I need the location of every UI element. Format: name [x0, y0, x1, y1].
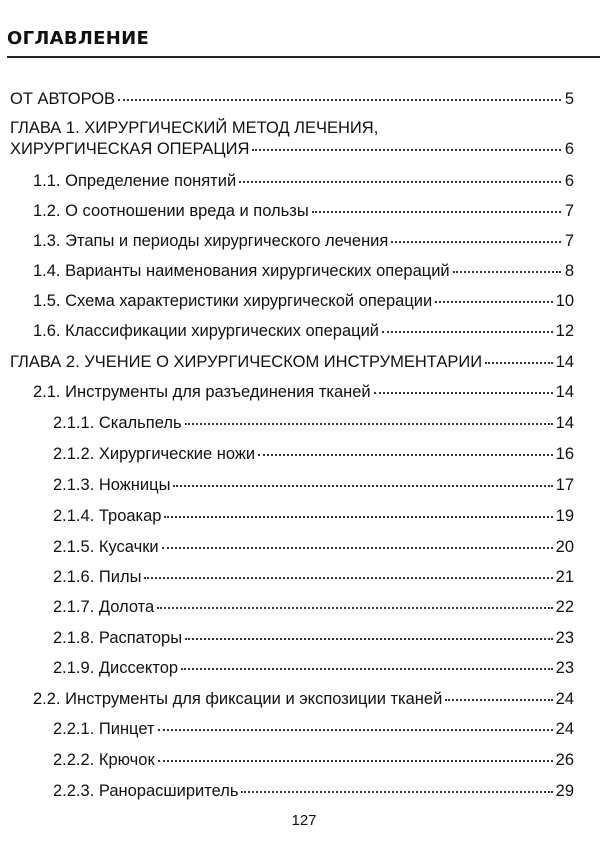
- toc-entry-label: 2.1.9. Диссектор: [53, 659, 179, 677]
- toc-entry-page: 7: [564, 232, 574, 250]
- toc-dot-leader: [382, 330, 553, 333]
- toc-entry-page: 14: [555, 414, 574, 432]
- toc-entry-page: 29: [555, 782, 574, 800]
- toc-entry-1-3[interactable]: [33, 231, 574, 252]
- toc-entry-label: 2.1.1. Скальпель: [53, 414, 182, 432]
- title-rule: [7, 56, 600, 58]
- toc-entry-2-1-6[interactable]: [53, 567, 574, 588]
- toc-entry-page: 17: [555, 476, 574, 494]
- toc-entry-label: 1.1. Определение понятий: [33, 172, 237, 190]
- toc-entry-page: 6: [564, 140, 574, 158]
- toc-entry-2-1-4[interactable]: [53, 506, 574, 527]
- toc-entry-page: 7: [564, 202, 574, 220]
- toc-entry-label: 2.2.3. Ранорасширитель: [53, 782, 239, 800]
- toc-entry-page: 14: [555, 353, 574, 371]
- toc-section-2-2[interactable]: [33, 689, 574, 710]
- toc-entry-2-1-1[interactable]: [53, 413, 574, 434]
- toc-dot-leader: [173, 484, 552, 487]
- toc-entry-label: ХИРУРГИЧЕСКАЯ ОПЕРАЦИЯ: [10, 140, 250, 158]
- toc-entry-page: 16: [555, 445, 574, 463]
- toc-dot-leader: [241, 790, 552, 793]
- toc-entry-1-4[interactable]: [33, 261, 574, 282]
- toc-entry-page: 19: [555, 507, 574, 525]
- toc-chapter-1-title-line1[interactable]: ГЛАВА 1. ХИРУРГИЧЕСКИЙ МЕТОД ЛЕЧЕНИЯ,: [10, 119, 379, 137]
- toc-entry-label: 1.2. О соотношении вреда и пользы: [33, 202, 309, 220]
- toc-entry-page: 14: [555, 383, 574, 401]
- toc-dot-leader: [391, 240, 561, 243]
- toc-entry-page: 8: [564, 262, 574, 280]
- toc-dot-leader: [185, 422, 553, 425]
- toc-entry-label: 2.1.3. Ножницы: [53, 476, 171, 494]
- toc-entry-page: 24: [555, 690, 574, 708]
- toc-entry-page: 23: [555, 659, 574, 677]
- toc-dot-leader: [374, 391, 553, 394]
- toc-entry-label: 2.2.2. Крючок: [53, 751, 155, 769]
- toc-entry-page: 20: [555, 538, 574, 556]
- page-title: ОГЛАВЛЕНИЕ: [7, 28, 150, 49]
- toc-dot-leader: [435, 300, 552, 303]
- toc-dot-leader: [158, 759, 553, 762]
- toc-entry-label: 1.4. Варианты наименования хирургических операций: [33, 262, 450, 280]
- toc-entry-page: 12: [555, 322, 574, 340]
- toc-entry-page: 5: [564, 90, 574, 108]
- toc-dot-leader: [158, 728, 553, 731]
- toc-dot-leader: [312, 210, 561, 213]
- toc-entry-2-1-5[interactable]: [53, 537, 574, 558]
- toc-dot-leader: [164, 515, 552, 518]
- toc-dot-leader: [144, 576, 552, 579]
- toc-dot-leader: [157, 606, 552, 609]
- toc-dot-leader: [445, 698, 552, 701]
- toc-entry-2-1-8[interactable]: [53, 628, 574, 649]
- toc-entry-page: 21: [555, 568, 574, 586]
- toc-entry-label: 2.1.7. Долота: [53, 598, 155, 616]
- page-number: 127: [291, 812, 317, 829]
- toc-entry-2-2-1[interactable]: [53, 719, 574, 740]
- toc-entry-authors[interactable]: [10, 89, 574, 110]
- toc-entry-page: 24: [555, 720, 574, 738]
- toc-entry-2-1-7[interactable]: [53, 597, 574, 618]
- toc-dot-leader: [453, 270, 561, 273]
- toc-entry-label: ОТ АВТОРОВ: [10, 90, 116, 108]
- toc-entry-label: 2.2.1. Пинцет: [53, 720, 155, 738]
- toc-dot-leader: [181, 667, 553, 670]
- toc-chapter-1[interactable]: [10, 139, 574, 160]
- toc-section-2-1[interactable]: [33, 382, 574, 403]
- toc-dot-leader: [118, 98, 561, 101]
- toc-chapter-2[interactable]: [10, 352, 574, 373]
- toc-entry-label: 1.5. Схема характеристики хирургической операции: [33, 292, 433, 310]
- toc-entry-1-5[interactable]: [33, 291, 574, 312]
- toc-dot-leader: [485, 361, 553, 364]
- toc-dot-leader: [185, 637, 553, 640]
- toc-entry-label: 1.3. Этапы и периоды хирургического лечения: [33, 232, 389, 250]
- toc-entry-2-1-3[interactable]: [53, 475, 574, 496]
- toc-dot-leader: [162, 546, 553, 549]
- toc-entry-label: 1.6. Классификации хирургических операций: [33, 322, 380, 340]
- toc-entry-2-2-2[interactable]: [53, 750, 574, 771]
- toc-entry-1-6[interactable]: [33, 321, 574, 342]
- toc-entry-page: 22: [555, 598, 574, 616]
- toc-entry-label: 2.1.2. Хирургические ножи: [53, 445, 256, 463]
- toc-dot-leader: [239, 180, 561, 183]
- toc-entry-label: 2.1.6. Пилы: [53, 568, 142, 586]
- toc-entry-page: 10: [555, 292, 574, 310]
- toc-dot-leader: [258, 453, 553, 456]
- toc-entry-label: 2.2. Инструменты для фиксации и экспозиции тканей: [33, 690, 443, 708]
- toc-entry-label: 2.1.5. Кусачки: [53, 538, 159, 556]
- toc-entry-page: 6: [564, 172, 574, 190]
- toc-entry-2-1-9[interactable]: [53, 658, 574, 679]
- toc-entry-label: ГЛАВА 2. УЧЕНИЕ О ХИРУРГИЧЕСКОМ ИНСТРУМЕНТАРИИ: [10, 353, 483, 371]
- toc-entry-label: 2.1.4. Троакар: [53, 507, 162, 525]
- toc-entry-1-2[interactable]: [33, 201, 574, 222]
- toc-entry-2-2-3[interactable]: [53, 781, 574, 802]
- toc-dot-leader: [252, 148, 561, 151]
- toc-entry-2-1-2[interactable]: [53, 444, 574, 465]
- toc-entry-label: 2.1. Инструменты для разъединения тканей: [33, 383, 371, 401]
- toc-entry-page: 23: [555, 629, 574, 647]
- toc-entry-label: 2.1.8. Распаторы: [53, 629, 183, 647]
- toc-entry-page: 26: [555, 751, 574, 769]
- toc-entry-1-1[interactable]: [33, 171, 574, 192]
